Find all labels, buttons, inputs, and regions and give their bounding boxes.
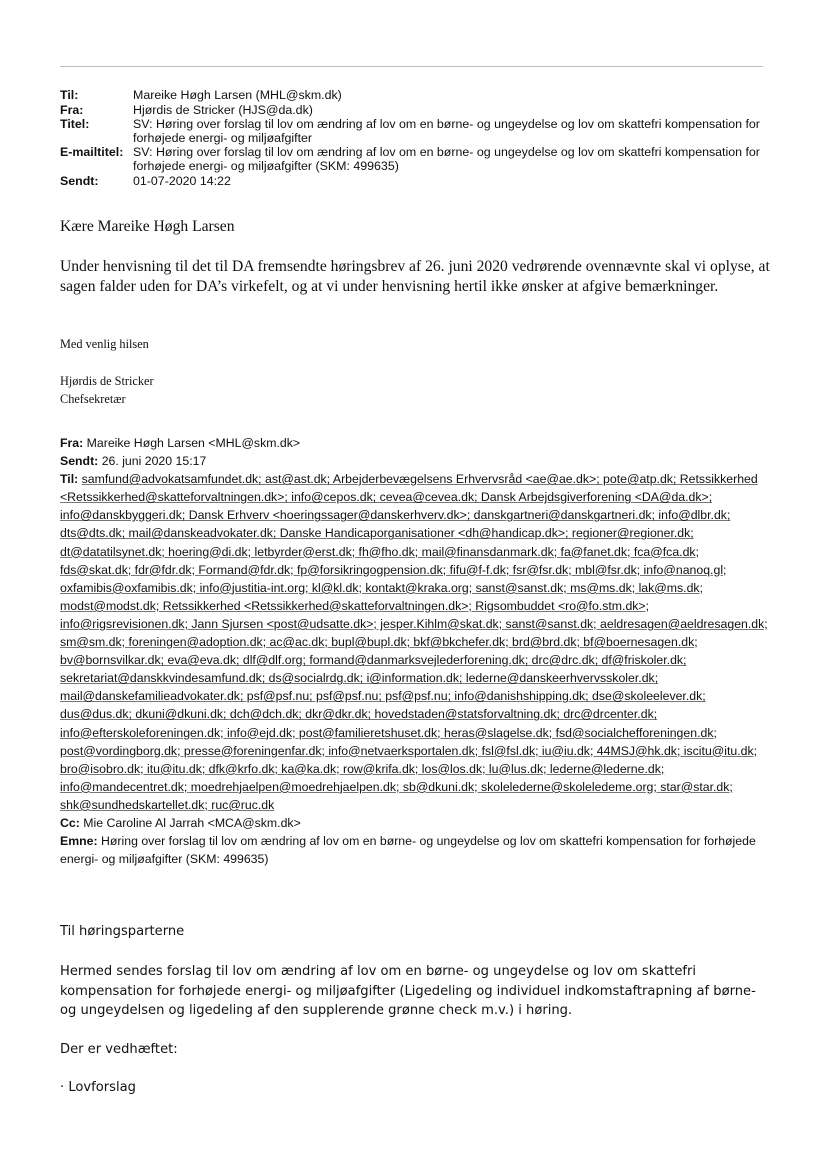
forwarded-cc (60, 814, 772, 832)
header-label: Til: (60, 88, 79, 102)
reply-closing: Med venlig hilsen (60, 337, 149, 351)
sent-value: 26. juni 2020 15:17 (101, 454, 207, 469)
forwarded-from (60, 434, 772, 452)
to-label: Til: (60, 472, 79, 487)
subject-value: Høring over forslag til lov om ændring af lov om en børne- og ungeydelse og lov om skattefri kompensation for forhøjede energi- og miljøafgifter (SKM: 499635) (60, 834, 756, 867)
header-label: E-mailtitel: (60, 145, 124, 160)
subject-label: Emne: (60, 834, 98, 849)
header-label: Fra: (60, 102, 84, 117)
signature-title: Chefsekretær (60, 392, 126, 406)
header-row-sent (60, 175, 765, 189)
header-value: SV: Høring over forslag til lov om ændring af lov om en børne- og ungeydelse og lov om skattefri kompensation for forhøjede energi- og miljøafgifter (133, 117, 760, 145)
header-label: Titel: (60, 117, 90, 132)
reply-greeting: Kære Mareike Høgh Larsen (60, 218, 235, 235)
cc-label: Cc: (60, 815, 80, 830)
from-value: Mareike Høgh Larsen <MHL@skm.dk> (86, 436, 301, 450)
reply-body: Under henvisning til det til DA fremsendte høringsbrev af 26. juni 2020 vedrørende ovennævnte skal vi oplyse, at sagen falder uden for DA’s virkefelt, og at vi under henvisning hertil ikke ønsker at afgive bemærkninger. (60, 258, 770, 295)
email-header (60, 89, 765, 189)
header-divider (60, 66, 763, 67)
forwarded-sent (60, 452, 772, 470)
message-body: Hermed sendes forslag til lov om ændring af lov om en børne- og ungeydelse og lov om skattefri kompensation for forhøjede energi- og miljøafgifter (Ligedeling og individuel indkomstaftrapning af børne- og ungeydelsen og ligedeling af den supplerende grønne check m.v.) i høring. (60, 964, 756, 1018)
message-salutation: Til høringsparterne (60, 924, 185, 939)
header-row-from (60, 104, 765, 118)
header-row-to (60, 89, 765, 103)
header-row-title (60, 118, 765, 145)
attachments-heading: Der er vedhæftet: (60, 1042, 178, 1057)
from-label: Fra: (60, 436, 84, 450)
header-row-email-title (60, 146, 765, 173)
header-label: Sendt: (60, 173, 99, 188)
sent-label: Sendt: (60, 454, 99, 469)
forwarded-subject (60, 832, 772, 868)
recipient-list: samfund@advokatsamfundet.dk; ast@ast.dk; Arbejderbevægelsens Erhvervsråd <ae@ae.dk>; pote@atp.dk; Retssikkerhed <Retssikkerhed@skatteforvaltningen.dk>; info@cepos.dk; cevea@cevea.dk; Dansk Arbejdsgiverforening <DA@da.dk>; info@danskbyggeri.dk; Dansk Erhverv <hoeringssager@danskerhverv.dk>; danskgartneri@danskgartneri.dk; info@dlbr.dk; dts@dts.dk; mail@danskeadvokater.dk; Danske Handicaporganisationer <dh@handicap.dk>; regioner@regioner.dk; dt@datatilsynet.dk; hoering@di.dk; letbyrder@erst.dk; fh@fho.dk; mail@finansdanmark.dk; fa@fanet.dk; fca@fca.dk; fds@skat.dk; fdr@fdr.dk; Formand@fdr.dk; fp@forsikringogpension.dk; fifu@f-f.dk; fsr@fsr.dk; mbl@fsr.dk; info@nanoq.gl; oxfamibis@oxfamibis.dk; info@justitia-int.org; kl@kl.dk; kontakt@kraka.org; sanst@sanst.dk; ms@ms.dk; lak@ms.dk; modst@modst.dk; Retssikkerhed <Retssikkerhed@skatteforvaltningen.dk>; Rigsombuddet <ro@fo.stm.dk>; info@rigsrevisionen.dk; Jann Sjursen <post@udsatte.dk>; jesper.Kihlm@skat.dk; sanst@sanst.dk; aeldresagen@aeldresagen.dk; sm@sm.dk; foreningen@adoption.dk; ac@ac.dk; bupl@bupl.dk; bkf@bkchefer.dk; brd@brd.dk; bf@boernesagen.dk; bv@bornsvilkar.dk; eva@eva.dk; dlf@dlf.org; formand@danmarksvejlederforening.dk; drc@drc.dk; df@friskoler.dk; sekretariat@danskkvindesamfund.dk; ds@socialrdg.dk; i@information.dk; lederne@danskeerhvervsskoler.dk; mail@danskefamilieadvokater.dk; psf@psf.nu; psf@psf.nu; psf@psf.nu; info@danishshipping.dk; dse@skoleelever.dk; dus@dus.dk; dkuni@dkuni.dk; dch@dch.dk; dkr@dkr.dk; hovedstaden@statsforvaltning.dk; drc@drcenter.dk; info@efterskoleforeningen.dk; info@ejd.dk; post@familieretshuset.dk; heras@slagelse.dk; fsd@socialchefforeningen.dk; post@vordingborg.dk; presse@foreningenfar.dk; info@netvaerksportalen.dk; fsl@fsl.dk; iu@iu.dk; 44MSJ@hk.dk; iscitu@itu.dk; bro@isobro.dk; itu@itu.dk; dfk@krfo.dk; ka@ka.dk; row@krifa.dk; los@los.dk; lu@lus.dk; lederne@lederne.dk; info@mandecentret.dk; moedrehjaelpen@moedrehjaelpen.dk; sb@dkuni.dk; skolelederne@skoleledeme.org; star@star.dk; shk@sundhedskartellet.dk; ruc@ruc.dk (60, 472, 768, 812)
header-value: Hjørdis de Stricker (HJS@da.dk) (133, 102, 313, 117)
header-value: 01-07-2020 14:22 (133, 173, 231, 188)
cc-value: Mie Caroline Al Jarrah <MCA@skm.dk> (83, 815, 301, 830)
signature-name: Hjørdis de Stricker (60, 374, 154, 388)
header-value: Mareike Høgh Larsen (MHL@skm.dk) (133, 88, 342, 102)
attachment-item: · Lovforslag (60, 1080, 136, 1095)
forwarded-to (60, 470, 772, 814)
forwarded-header (60, 434, 772, 868)
header-value: SV: Høring over forslag til lov om ændring af lov om en børne- og ungeydelse og lov om skattefri kompensation for forhøjede energi- og miljøafgifter (SKM: 499635) (133, 145, 760, 173)
